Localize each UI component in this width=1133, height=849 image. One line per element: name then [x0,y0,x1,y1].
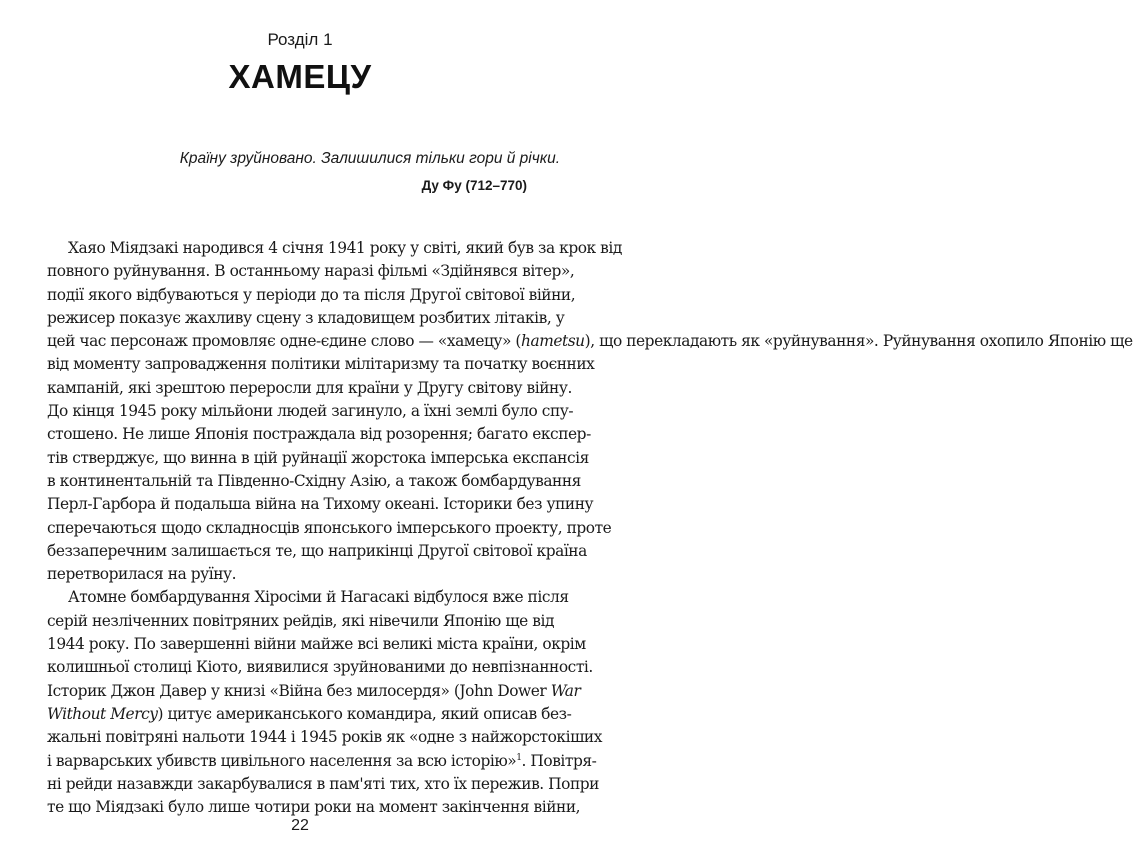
text-line: 1944 року. По завершенні війни майже всі великі міста країни, окрім [47,635,586,654]
text-line: жальні повітряні нальоти 1944 і 1945 років як «одне з найжорстокіших [47,728,602,747]
page-number: 22 [291,817,309,834]
text-line: беззаперечним залишається те, що наприкінці Другої світової країна [47,541,587,560]
text-line: серій незліченних повітряних рейдів, які нівечили Японію ще від [47,611,554,630]
text-line: ні рейди назавжди закарбувалися в пам'яті тих, хто їх пережив. Попри [47,774,599,793]
text-line: режисер показує жахливу сцену з кладовищем розбитих літаків, у [47,308,565,327]
text-line: До кінця 1945 року мільйони людей загинуло, а їхні землі було спу- [47,402,574,421]
text-line: цей час персонаж промовляє одне-єдине слово — «хамецу» (hametsu), що перекладають як «руйнування». Руйнування охопило Японію ще [47,332,1133,351]
text-line: Перл-Гарбора й подальша війна на Тихому океані. Історики без упину [47,495,594,514]
italic-title: Without Mercy [47,704,158,723]
text-line: від моменту запровадження політики мілітаризму та початку воєнних [47,355,595,374]
italic-term: hametsu [521,332,585,351]
text-line: сперечаються щодо складносців японського імперського проекту, проте [47,518,612,537]
text-line: події якого відбуваються у періоди до та після Другої світової війни, [47,285,576,304]
text-line: і варварських убивств цивільного населення за всю історію»$^1$. Повітря- [47,751,597,770]
text-line: колишньої столиці Кіото, виявилися зруйнованими до невпізнанності. [47,658,593,677]
text-line: Without Mercy) цитує американського командира, який описав без- [47,704,572,723]
text-line: те що Міядзакі було лише чотири роки на момент закінчення війни, [47,798,581,817]
chapter-title: ХАМЕЦУ [228,58,372,95]
text-line: перетворилася на руїну. [47,565,237,584]
epigraph-author: Ду Фу (712–770) [421,178,527,193]
text-line: повного руйнування. В останньому наразі фільмі «Здійнявся вітер», [47,262,575,281]
italic-title: War [550,681,581,700]
chapter-label: Розділ 1 [267,30,333,49]
text-line: стошено. Не лише Японія постраждала від розорення; багато експер- [47,425,591,444]
text-line: тів стверджує, що винна в цій руйнації жорстока імперська експансія [47,448,589,467]
text-line: Хаяо Міядзакі народився 4 січня 1941 року у світі, який був за крок від [68,239,622,257]
footnote-marker: 1 [516,752,522,763]
text-line: Історик Джон Давер у книзі «Війна без милосердя» (John Dower War [47,681,581,700]
text-line: в континентальній та Південно-Східну Азію, а також бомбардування [47,471,581,490]
text-line: Атомне бомбардування Хіросіми й Нагасакі відбулося вже після [68,588,569,607]
text-line: кампаній, які зрештою переросли для країни у Другу світову війну. [47,378,572,397]
epigraph-quote: Країну зруйновано. Залишилися тільки гори й річки. [179,150,560,167]
body-text [47,237,1133,819]
